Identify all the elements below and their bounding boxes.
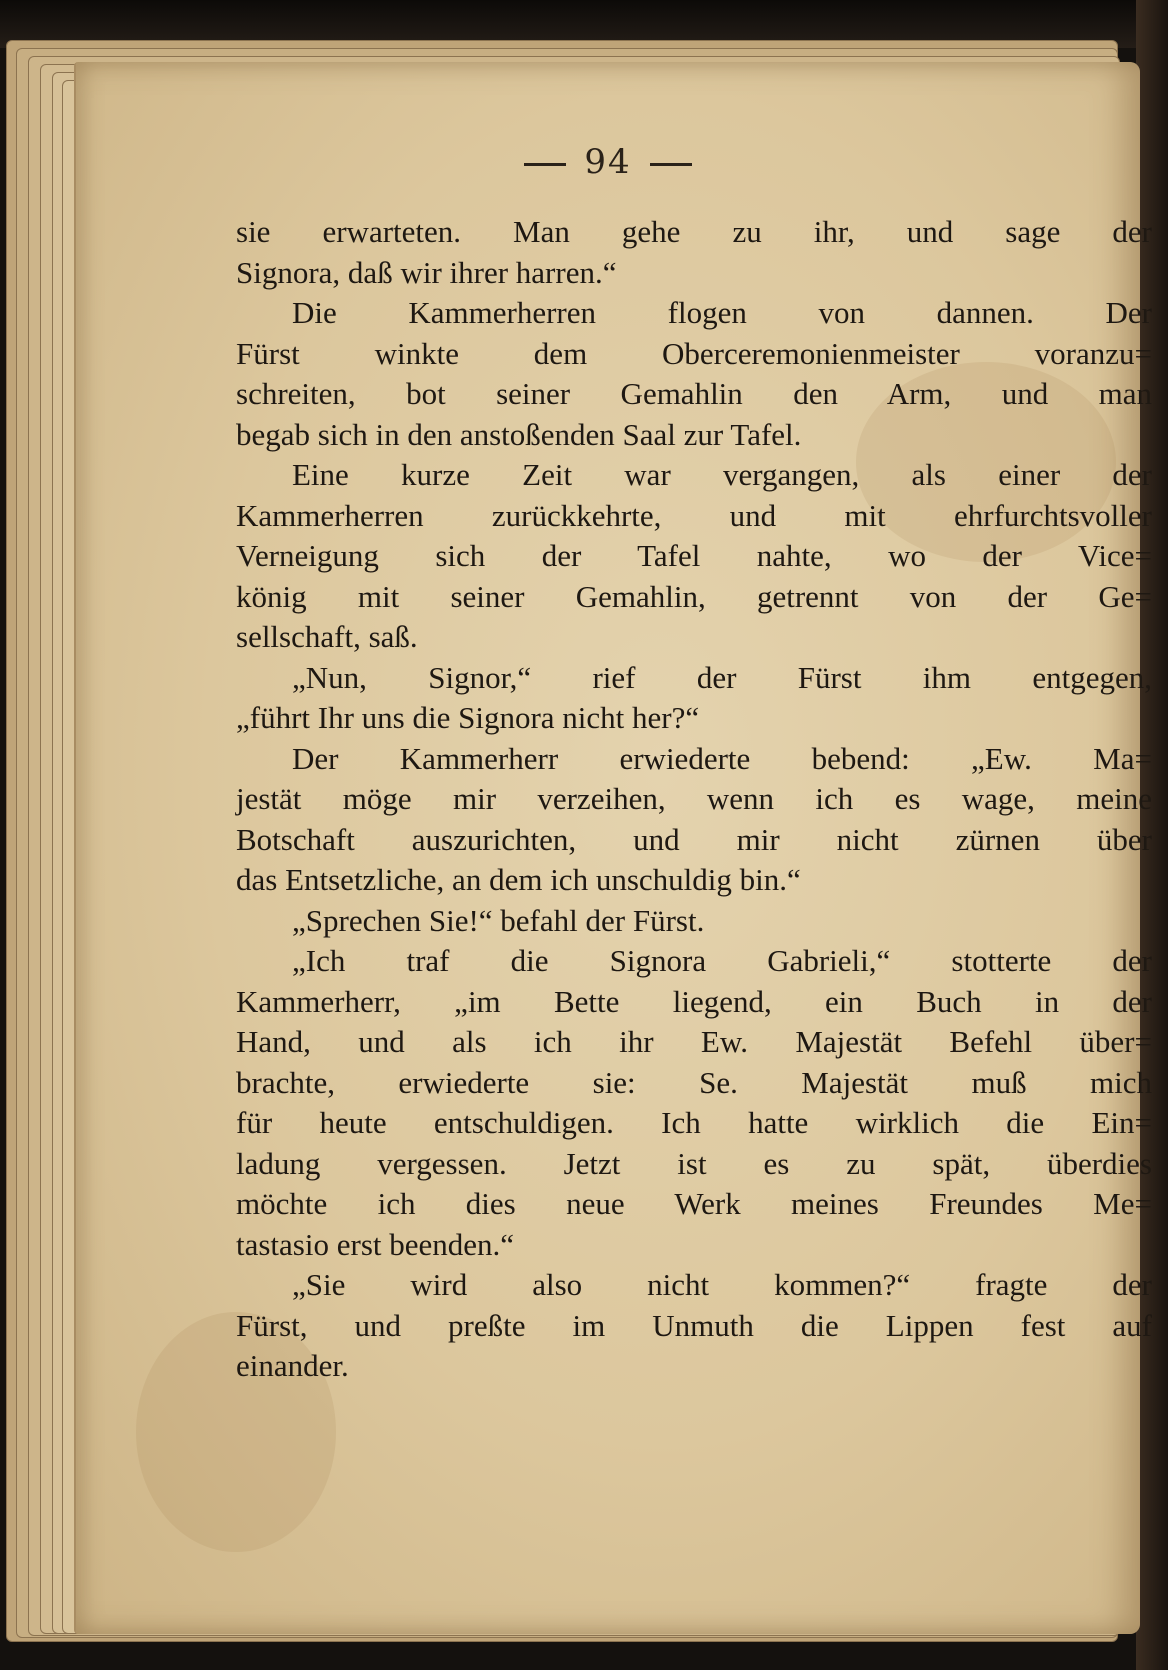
text-line: brachte, erwiederte sie: Se. Majestät muß mich [236, 1064, 1152, 1100]
text-line: Fürst winkte dem Oberceremonienmeister voranzu= [236, 335, 1152, 371]
text-line: einander. [236, 1348, 349, 1383]
text-line: möchte ich dies neue Werk meines Freundes Me= [236, 1186, 1152, 1221]
text-line: das Entsetzliche, an dem ich unschuldig bin.“ [236, 862, 801, 897]
text-line: „führt Ihr uns die Signora nicht her?“ [236, 700, 700, 735]
text-line: Fürst, und preßte im Unmuth die Lippen fest auf [236, 1307, 1152, 1343]
page-number-value: 94 [584, 142, 632, 182]
text-line: sellschaft, saß. [236, 619, 418, 654]
body-text [236, 212, 1152, 1387]
text-line: ladung vergessen. Jetzt ist es zu spät, überdies [236, 1145, 1152, 1181]
text-line: Kammerherr, „im Bette liegend, ein Buch in der [236, 983, 1152, 1019]
text-line: Signora, daß wir ihrer harren.“ [236, 254, 617, 290]
page-number-dash [650, 163, 692, 166]
text-line: Eine kurze Zeit war vergangen, als einer der [292, 457, 1152, 492]
text-line: könig mit seiner Gemahlin, getrennt von der Ge= [236, 578, 1152, 614]
text-line: „Sie wird also nicht kommen?“ fragte der [292, 1267, 1152, 1302]
text-line: Kammerherren zurückkehrte, und mit ehrfurchtsvoller [236, 497, 1152, 533]
text-line: „Sprechen Sie!“ befahl der Fürst. [292, 902, 705, 938]
text-line: Die Kammerherren flogen von dannen. Der [292, 295, 1152, 330]
page-number-dash [524, 163, 566, 166]
text-line: für heute entschuldigen. Ich hatte wirklich die Ein= [236, 1105, 1152, 1140]
text-line: tastasio erst beenden.“ [236, 1226, 515, 1262]
text-line: begab sich in den anstoßenden Saal zur Tafel. [236, 416, 802, 452]
text-line: „Ich traf die Signora Gabrieli,“ stotterte der [292, 943, 1152, 978]
text-line: „Nun, Signor,“ rief der Fürst ihm entgegen, [292, 659, 1152, 695]
text-line: Verneigung sich der Tafel nahte, wo der Vice= [236, 538, 1152, 573]
text-line: jestät möge mir verzeihen, wenn ich es wage, meine [236, 781, 1152, 816]
page-number [76, 142, 1140, 182]
text-line: Der Kammerherr erwiederte bebend: „Ew. Ma= [292, 740, 1152, 776]
text-line: schreiten, bot seiner Gemahlin den Arm, und man [236, 376, 1152, 411]
text-line: Hand, und als ich ihr Ew. Majestät Befehl über= [236, 1024, 1152, 1059]
book-page [74, 62, 1152, 1634]
text-line: sie erwarteten. Man gehe zu ihr, und sage der [236, 214, 1152, 249]
text-line: Botschaft auszurichten, und mir nicht zürnen über [236, 821, 1152, 857]
